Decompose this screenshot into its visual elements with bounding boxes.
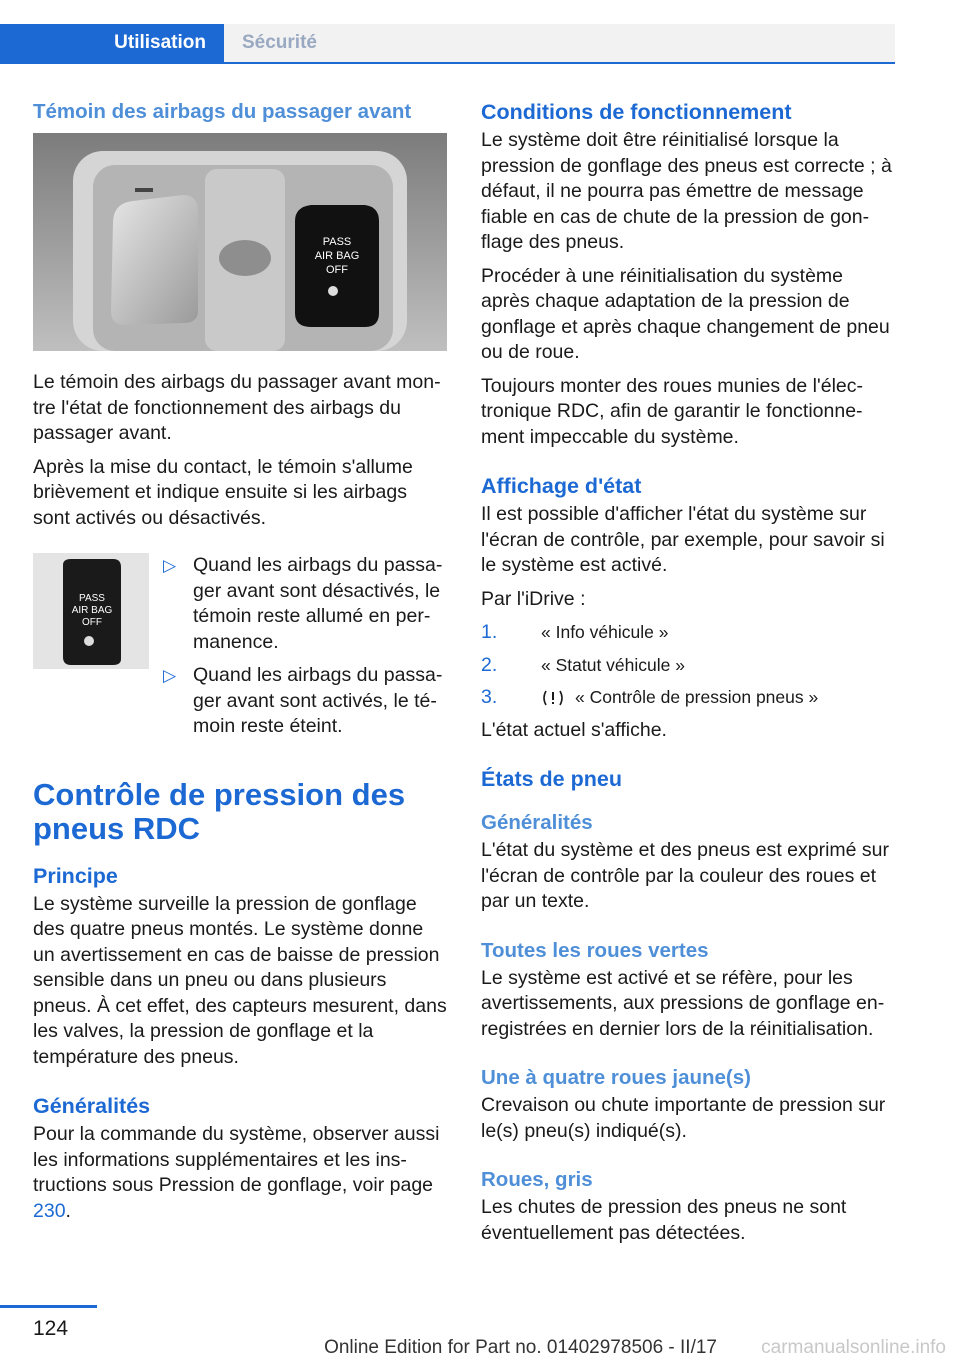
paragraph: Le système doit être réinitialisé lorsque la pression de gonflage des pneus est correcte ; à défaut, il ne pourra pas émettre de message fiable en cas de chute de la pression de gon-flage des pneus. bbox=[481, 129, 892, 253]
heading-roues-gris: Roues, gris bbox=[481, 1168, 593, 1191]
heading-airbag-indicator: Témoin des airbags du passager avant bbox=[33, 100, 412, 123]
paragraph: Procéder à une réinitialisation du système après chaque adaptation de la pression de gonflage et après chaque changement de pneu ou de roue. bbox=[481, 264, 890, 363]
photo-label-off: OFF bbox=[326, 264, 348, 276]
chapter-tabs bbox=[0, 24, 895, 64]
photo-label-pass: PASS bbox=[322, 236, 352, 248]
list-item: 3. « Contrôle de pression pneus » bbox=[481, 686, 819, 708]
left-column bbox=[33, 98, 449, 1232]
paragraph: Il est possible d'afficher l'état du système sur l'écran de contrôle, par exemple, pour savoir si le système est activé. bbox=[481, 503, 885, 576]
list-item: 1. « Info véhicule » bbox=[481, 621, 669, 643]
heading-etats: États de pneu bbox=[481, 767, 622, 791]
tab-securite[interactable]: Sécurité bbox=[224, 24, 895, 62]
page-number: 124 bbox=[33, 1317, 69, 1340]
heading-roues-jaunes: Une à quatre roues jaune(s) bbox=[481, 1066, 751, 1089]
triangle-bullet-icon: ▷ bbox=[163, 666, 177, 685]
tab-utilisation[interactable]: Utilisation bbox=[0, 24, 224, 62]
paragraph: Le système surveille la pression de gonflage des quatre pneus montés. Le système donne un avertissement en cas de baisse de pression sensible dans un pneu ou dans plusieurs pneus. À cet effet, des capteurs mesurent, dans les valves, la pression de gonflage et la température des pneus. bbox=[33, 892, 447, 1068]
list-item: 2. « Statut véhicule » bbox=[481, 653, 685, 676]
triangle-bullet-icon: ▷ bbox=[163, 556, 177, 575]
watermark: carmanualsonline.info bbox=[761, 1337, 946, 1358]
idrive-steps bbox=[481, 620, 897, 711]
section-title-rdc: Contrôle de pression des pneus RDC bbox=[33, 776, 406, 846]
paragraph: Après la mise du contact, le témoin s'allume brièvement et indique ensuite si les airbags sont activés ou désactivés. bbox=[33, 455, 413, 529]
list-item: ▷ Quand les airbags du passa-ger avant sont activés, le té-moin reste éteint. bbox=[163, 664, 443, 737]
heading-principe: Principe bbox=[33, 863, 118, 888]
right-column bbox=[481, 98, 897, 1254]
paragraph: L'état du système et des pneus est exprimé sur l'écran de contrôle par la couleur des roues et par un texte. bbox=[481, 839, 890, 912]
indicator-label-airbag: AIR BAG bbox=[71, 605, 113, 616]
edition-text: Online Edition for Part no. 01402978506 - II/17 bbox=[324, 1337, 717, 1358]
paragraph: Par l'iDrive : bbox=[481, 587, 586, 610]
airbag-off-indicator-image bbox=[33, 553, 149, 669]
paragraph: Pour la commande du système, observer aussi les informations supplémentaires et les ins-tructions sous Pression de gonflage, voir page 230. bbox=[33, 1123, 440, 1222]
tire-pressure-warning-icon bbox=[541, 689, 565, 707]
indicator-bullets-block bbox=[33, 553, 449, 748]
paragraph: Le témoin des airbags du passager avant mon-tre l'état de fonctionnement des airbags du passager avant. bbox=[33, 371, 441, 444]
paragraph: Toujours monter des roues munies de l'élec-tronique RDC, afin de garantir le fonctionne-ment impeccable du système. bbox=[481, 374, 863, 448]
page-link[interactable]: 230 bbox=[33, 1199, 66, 1222]
indicator-label-pass: PASS bbox=[79, 593, 105, 604]
indicator-label-off: OFF bbox=[82, 617, 102, 628]
list-item: ▷ Quand les airbags du passa-ger avant sont désactivés, le témoin reste allumé en per-manence. bbox=[163, 554, 443, 653]
photo-label-airbag: AIR BAG bbox=[314, 250, 360, 262]
heading-generalites-etats: Généralités bbox=[481, 811, 593, 834]
paragraph: Le système est activé et se réfère, pour les avertissements, aux pressions de gonflage en-registrées en dernier lors de la réinitialisation. bbox=[481, 966, 885, 1040]
airbag-switch-photo bbox=[33, 133, 447, 351]
heading-conditions: Conditions de fonctionnement bbox=[481, 100, 792, 124]
paragraph: L'état actuel s'affiche. bbox=[481, 718, 667, 741]
footer-rule bbox=[0, 1305, 97, 1308]
paragraph: Les chutes de pression des pneus ne sont éventuellement pas détectées. bbox=[481, 1196, 847, 1244]
heading-roues-vertes: Toutes les roues vertes bbox=[481, 938, 709, 962]
heading-affichage: Affichage d'état bbox=[481, 474, 642, 498]
heading-generalites: Généralités bbox=[33, 1094, 151, 1118]
bullet-list bbox=[163, 553, 449, 748]
paragraph: Crevaison ou chute importante de pression sur le(s) pneu(s) indiqué(s). bbox=[481, 1094, 886, 1142]
